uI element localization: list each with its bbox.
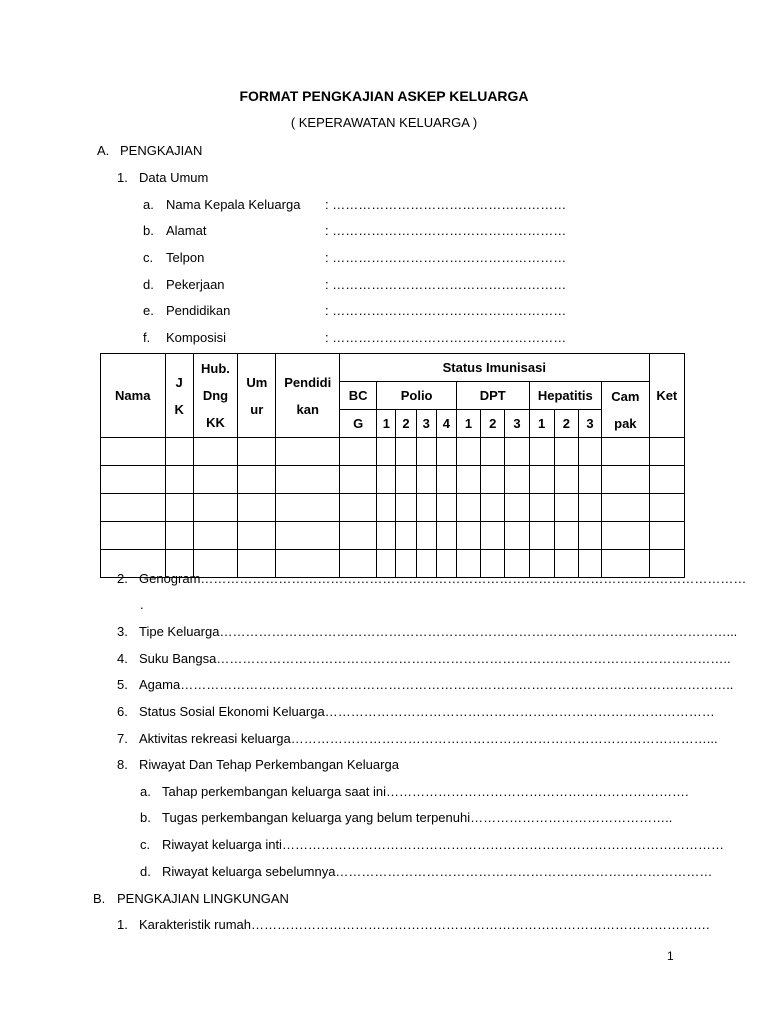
header-pend-line2: kan bbox=[296, 401, 319, 417]
table-cell bbox=[481, 494, 505, 522]
table-row bbox=[101, 438, 685, 466]
table-row bbox=[101, 522, 685, 550]
header-bcg-line1: BC bbox=[339, 382, 376, 410]
field-marker: e. bbox=[143, 303, 154, 318]
table-cell bbox=[602, 494, 649, 522]
table-cell bbox=[377, 438, 396, 466]
header-pendidikan bbox=[276, 354, 340, 438]
field-marker: c. bbox=[143, 250, 154, 265]
table-cell bbox=[554, 438, 578, 466]
table-cell bbox=[456, 438, 480, 466]
item-marker: 6. bbox=[117, 704, 128, 719]
section-b-marker: B. bbox=[93, 891, 106, 906]
header-umur bbox=[238, 354, 276, 438]
table-cell bbox=[165, 466, 193, 494]
field-label-nama-kepala-keluarga: Nama Kepala Keluarga bbox=[166, 197, 301, 212]
field-value-komposisi: : ……………………………………………… bbox=[325, 330, 567, 345]
table-cell bbox=[649, 494, 684, 522]
header-polio-3: 3 bbox=[416, 410, 436, 438]
table-cell bbox=[481, 438, 505, 466]
field-value-alamat: : ……………………………………………… bbox=[325, 223, 567, 238]
item-tipe-keluarga: Tipe Keluarga………………………………………………………………………………………………………... bbox=[139, 624, 738, 639]
sub-item-marker: b. bbox=[140, 810, 151, 825]
header-nama: Nama bbox=[101, 354, 166, 438]
field-value-telpon: : ……………………………………………… bbox=[325, 250, 567, 265]
table-cell bbox=[377, 466, 396, 494]
table-cell bbox=[578, 522, 601, 550]
header-dpt-1: 1 bbox=[456, 410, 480, 438]
sub-item-marker: d. bbox=[140, 864, 151, 879]
table-cell bbox=[416, 438, 436, 466]
table-cell bbox=[193, 522, 237, 550]
field-label-pekerjaan: Pekerjaan bbox=[166, 277, 225, 292]
header-hep-3: 3 bbox=[578, 410, 601, 438]
komposisi-imunisasi-table bbox=[100, 353, 685, 578]
table-cell bbox=[396, 522, 416, 550]
table-cell bbox=[456, 522, 480, 550]
section-b-label: PENGKAJIAN LINGKUNGAN bbox=[117, 891, 289, 906]
table-row bbox=[101, 466, 685, 494]
header-dpt-2: 2 bbox=[481, 410, 505, 438]
table-cell bbox=[602, 466, 649, 494]
header-polio-4: 4 bbox=[436, 410, 456, 438]
table-cell bbox=[193, 438, 237, 466]
header-hub-line3: KK bbox=[206, 415, 225, 430]
item-aktivitas-rekreasi: Aktivitas rekreasi keluarga……………………………………………………………………………………... bbox=[139, 731, 718, 746]
sub-item-tugas-perkembangan: Tugas perkembangan keluarga yang belum terpenuhi……………………………………….. bbox=[162, 810, 673, 825]
header-polio: Polio bbox=[377, 382, 457, 410]
header-campak-line1: Cam bbox=[611, 388, 640, 404]
table-cell bbox=[456, 494, 480, 522]
table-cell bbox=[554, 494, 578, 522]
table-cell bbox=[505, 494, 529, 522]
header-campak bbox=[602, 382, 649, 438]
item-marker: 5. bbox=[117, 677, 128, 692]
table-cell bbox=[554, 466, 578, 494]
field-label-pendidikan: Pendidikan bbox=[166, 303, 231, 318]
table-cell bbox=[529, 494, 554, 522]
table-cell bbox=[101, 466, 166, 494]
data-umum-label: Data Umum bbox=[139, 170, 209, 185]
table-cell bbox=[416, 522, 436, 550]
field-marker: d. bbox=[143, 277, 154, 292]
table-cell bbox=[339, 494, 376, 522]
table-cell bbox=[602, 438, 649, 466]
field-label-telpon: Telpon bbox=[166, 250, 205, 265]
field-label-alamat: Alamat bbox=[166, 223, 207, 238]
table-cell bbox=[339, 466, 376, 494]
field-label-komposisi: Komposisi bbox=[166, 330, 226, 345]
table-cell bbox=[165, 522, 193, 550]
table-cell bbox=[276, 466, 340, 494]
table-cell bbox=[481, 466, 505, 494]
table-cell bbox=[396, 494, 416, 522]
table-cell bbox=[554, 522, 578, 550]
header-hub-line1: Hub. bbox=[201, 361, 230, 376]
sub-item-tahap-perkembangan: Tahap perkembangan keluarga saat ini……………………………………………………………. bbox=[162, 784, 689, 799]
item-marker: 2. bbox=[117, 571, 128, 586]
item-karakteristik-rumah: Karakteristik rumah……………………………………………………………………………………………. bbox=[139, 917, 710, 932]
table-cell bbox=[238, 466, 276, 494]
field-marker: f. bbox=[143, 330, 151, 345]
document-title: FORMAT PENGKAJIAN ASKEP KELUARGA bbox=[239, 88, 529, 104]
table-row bbox=[101, 494, 685, 522]
table-cell bbox=[416, 466, 436, 494]
header-hep-2: 2 bbox=[554, 410, 578, 438]
table-cell bbox=[276, 494, 340, 522]
table-cell bbox=[436, 466, 456, 494]
item-status-sosial-ekonomi: Status Sosial Ekonomi Keluarga……………………………………………………………………………… bbox=[139, 704, 715, 719]
table-cell bbox=[505, 466, 529, 494]
table-cell bbox=[436, 522, 456, 550]
header-hepatitis: Hepatitis bbox=[529, 382, 602, 410]
table-cell bbox=[436, 438, 456, 466]
table-cell bbox=[377, 494, 396, 522]
table-cell bbox=[396, 438, 416, 466]
sub-item-riwayat-inti: Riwayat keluarga inti………………………………………………………………………………………… bbox=[162, 837, 724, 852]
table-cell bbox=[456, 466, 480, 494]
field-marker: a. bbox=[143, 197, 154, 212]
page-number: 1 bbox=[667, 949, 674, 963]
table-cell bbox=[101, 438, 166, 466]
header-hep-1: 1 bbox=[529, 410, 554, 438]
header-umur-line1: Um bbox=[246, 374, 268, 390]
table-cell bbox=[529, 522, 554, 550]
header-polio-2: 2 bbox=[396, 410, 416, 438]
item-marker: 3. bbox=[117, 624, 128, 639]
sub-item-marker: c. bbox=[140, 837, 151, 852]
section-a-label: PENGKAJIAN bbox=[120, 143, 203, 158]
table-body bbox=[101, 438, 685, 578]
section-a-marker: A. bbox=[97, 143, 110, 158]
table-cell bbox=[602, 522, 649, 550]
item-riwayat-perkembangan: Riwayat Dan Tehap Perkembangan Keluarga bbox=[139, 757, 399, 772]
table-cell bbox=[238, 522, 276, 550]
table-cell bbox=[339, 522, 376, 550]
table-cell bbox=[396, 466, 416, 494]
table-cell bbox=[101, 494, 166, 522]
header-umur-line2: ur bbox=[250, 401, 264, 417]
document-subtitle: ( KEPERAWATAN KELUARGA ) bbox=[290, 115, 478, 130]
table-cell bbox=[529, 466, 554, 494]
sub-item-marker: a. bbox=[140, 784, 151, 799]
table-cell bbox=[193, 494, 237, 522]
table-cell bbox=[165, 494, 193, 522]
table-cell bbox=[276, 522, 340, 550]
table-cell bbox=[238, 438, 276, 466]
header-status-imunisasi: Status Imunisasi bbox=[339, 354, 649, 382]
field-value-pekerjaan: : ……………………………………………… bbox=[325, 277, 567, 292]
table-cell bbox=[649, 438, 684, 466]
table-cell bbox=[578, 494, 601, 522]
header-bcg-line2: G bbox=[339, 410, 376, 438]
header-polio-1: 1 bbox=[377, 410, 396, 438]
table-cell bbox=[165, 438, 193, 466]
header-dpt: DPT bbox=[456, 382, 529, 410]
header-jk-line2: K bbox=[174, 401, 184, 417]
header-jk bbox=[165, 354, 193, 438]
table-cell bbox=[481, 522, 505, 550]
item-agama: Agama……………………………………………………………………………………………………………….. bbox=[139, 677, 734, 692]
field-marker: b. bbox=[143, 223, 154, 238]
header-campak-line2: pak bbox=[614, 415, 637, 431]
item-genogram-continuation: . bbox=[140, 597, 144, 612]
table-cell bbox=[377, 522, 396, 550]
header-hub-dng-kk bbox=[193, 354, 237, 438]
item-genogram: Genogram……………………………………………………………………………………………………………… bbox=[139, 571, 747, 586]
header-pend-line1: Pendidi bbox=[284, 374, 332, 390]
table-cell bbox=[101, 522, 166, 550]
table-cell bbox=[276, 438, 340, 466]
data-umum-marker: 1. bbox=[117, 170, 128, 185]
field-value-nama-kepala-keluarga: : ……………………………………………… bbox=[325, 197, 567, 212]
table-cell bbox=[649, 522, 684, 550]
item-marker: 8. bbox=[117, 757, 128, 772]
header-ket: Ket bbox=[649, 354, 684, 438]
header-hub-line2: Dng bbox=[202, 388, 229, 403]
item-suku-bangsa: Suku Bangsa……………………………………………………………………………………………………….. bbox=[139, 651, 731, 666]
table-cell bbox=[339, 438, 376, 466]
table-cell bbox=[193, 466, 237, 494]
table-cell bbox=[505, 522, 529, 550]
item-marker: 4. bbox=[117, 651, 128, 666]
header-jk-line1: J bbox=[175, 374, 183, 390]
table-cell bbox=[529, 438, 554, 466]
table-cell bbox=[436, 494, 456, 522]
item-marker: 7. bbox=[117, 731, 128, 746]
table-cell bbox=[578, 466, 601, 494]
table-cell bbox=[505, 438, 529, 466]
field-value-pendidikan: : ……………………………………………… bbox=[325, 303, 567, 318]
item-marker: 1. bbox=[117, 917, 128, 932]
sub-item-riwayat-sebelumnya: Riwayat keluarga sebelumnya…………………………………………………………………………… bbox=[162, 864, 713, 879]
table-cell bbox=[649, 466, 684, 494]
table-cell bbox=[238, 494, 276, 522]
table-cell bbox=[578, 438, 601, 466]
table-cell bbox=[416, 494, 436, 522]
header-dpt-3: 3 bbox=[505, 410, 529, 438]
